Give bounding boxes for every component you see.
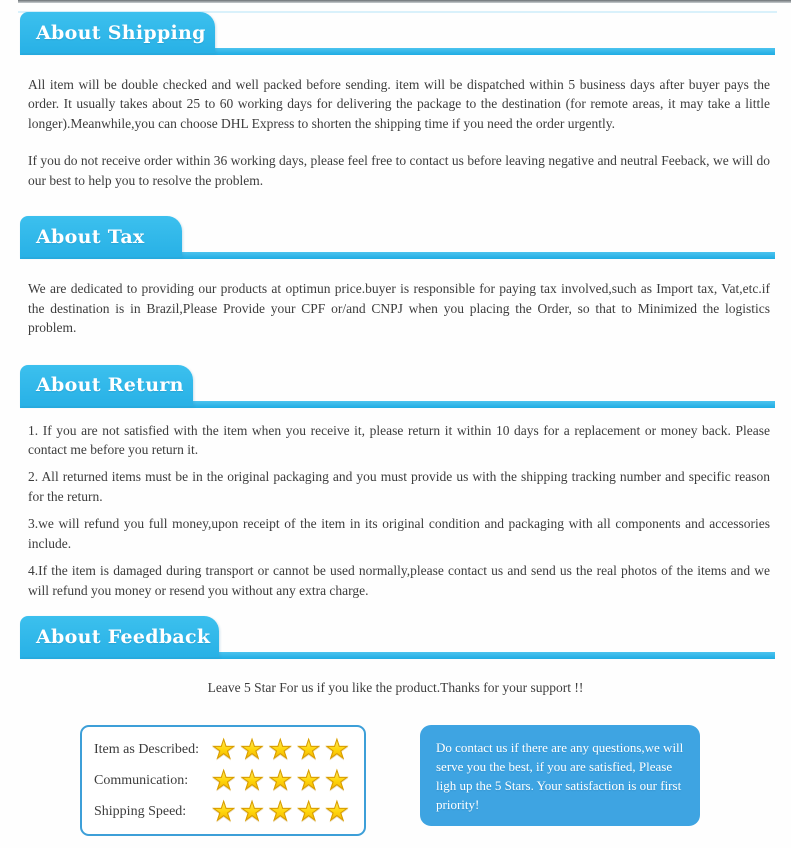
rating-row-communication (94, 765, 356, 796)
return-item-4: 4.If the item is damaged during transport or cannot be used normally,please contact us and send us the real photos of the items and we will refund you money or resend you without any extra charge. (28, 563, 770, 598)
star-icon: ★ (212, 765, 236, 795)
section-header-feedback (20, 616, 775, 659)
tax-content (28, 279, 770, 337)
star-icon: ★ (240, 765, 264, 795)
shipping-paragraph-2: If you do not receive order within 36 working days, please feel free to contact us before leaving negative and neutral Feeback, we will do our best to help you to resolve the problem. (28, 153, 770, 188)
star-icon: ★ (212, 796, 236, 826)
return-item-1: 1. If you are not satisfied with the item when you receive it, please return it within 10 days for a replacement or money back. Please contact me before you return it. (28, 422, 770, 457)
rating-row-shipping-speed (94, 796, 356, 827)
return-item-3: 3.we will refund you full money,upon receipt of the item in its original condition and packaging with all components and accessories include. (28, 516, 770, 551)
section-title-shipping: About Shipping (36, 21, 206, 44)
shipping-content (28, 75, 770, 190)
section-tax (0, 216, 791, 337)
star-icon: ★ (212, 734, 236, 764)
section-header-shipping (20, 12, 775, 55)
star-icon: ★ (268, 765, 292, 795)
return-content (28, 421, 770, 601)
section-shipping (0, 12, 791, 190)
ratings-box (80, 725, 366, 836)
rating-label: Communication: (94, 772, 189, 788)
five-star-rating (212, 734, 349, 764)
return-item-2: 2. All returned items must be in the original packaging and you must provide us with the shipping tracking number and specific reason for the return. (28, 469, 770, 504)
contact-info-box: Do contact us if there are any questions,we will serve you the best, if you are satisfied, Please ligh up the 5 Stars. Your satisfaction is our first priority! (420, 725, 700, 826)
section-tab-tax (20, 216, 182, 257)
section-title-return: About Return (36, 374, 184, 396)
section-tab-shipping (20, 12, 215, 53)
five-star-rating (212, 765, 349, 795)
tax-paragraph-1: We are dedicated to providing our products at optimun price.buyer is responsible for paying tax involved,such as Import tax, Vat,etc.if the destination is in Brazil,Please Provide your CPF or/and CNPJ when you placing the Order, so that to Minimized the logistics problem. (28, 281, 770, 336)
section-header-return (20, 365, 775, 408)
section-tab-return (20, 365, 193, 406)
section-tab-feedback (20, 616, 219, 657)
section-return (0, 365, 791, 601)
rating-row-item-as-described (94, 734, 356, 765)
rating-label: Item as Described: (94, 741, 199, 757)
section-title-tax: About Tax (36, 225, 145, 248)
star-icon: ★ (240, 796, 264, 826)
section-header-tax (20, 216, 775, 259)
feedback-lead-text: Leave 5 Star For us if you like the product.Thanks for your support !! (207, 680, 584, 695)
section-title-feedback: About Feedback (36, 625, 211, 648)
star-icon: ★ (296, 796, 321, 826)
rating-label: Shipping Speed: (94, 803, 187, 819)
shipping-paragraph-1: All item will be double checked and well packed before sending. item will be dispatched within 5 business days after buyer pays the order. It usually takes about 25 to 60 working days for delivering the package to the destination (for remote areas, it may take a little longer).Meanwhile,you can choose DHL Express to shorten the shipping time if you need the order urgently. (28, 77, 770, 131)
star-icon: ★ (325, 765, 349, 795)
star-icon: ★ (268, 796, 292, 826)
star-icon: ★ (296, 734, 321, 764)
star-icon: ★ (325, 734, 349, 764)
feedback-bottom-row (80, 725, 791, 836)
star-icon: ★ (240, 734, 264, 764)
section-feedback (0, 616, 791, 836)
top-divider (18, 0, 791, 3)
five-star-rating (212, 796, 349, 826)
star-icon: ★ (296, 765, 321, 795)
star-icon: ★ (325, 796, 349, 826)
star-icon: ★ (268, 734, 292, 764)
